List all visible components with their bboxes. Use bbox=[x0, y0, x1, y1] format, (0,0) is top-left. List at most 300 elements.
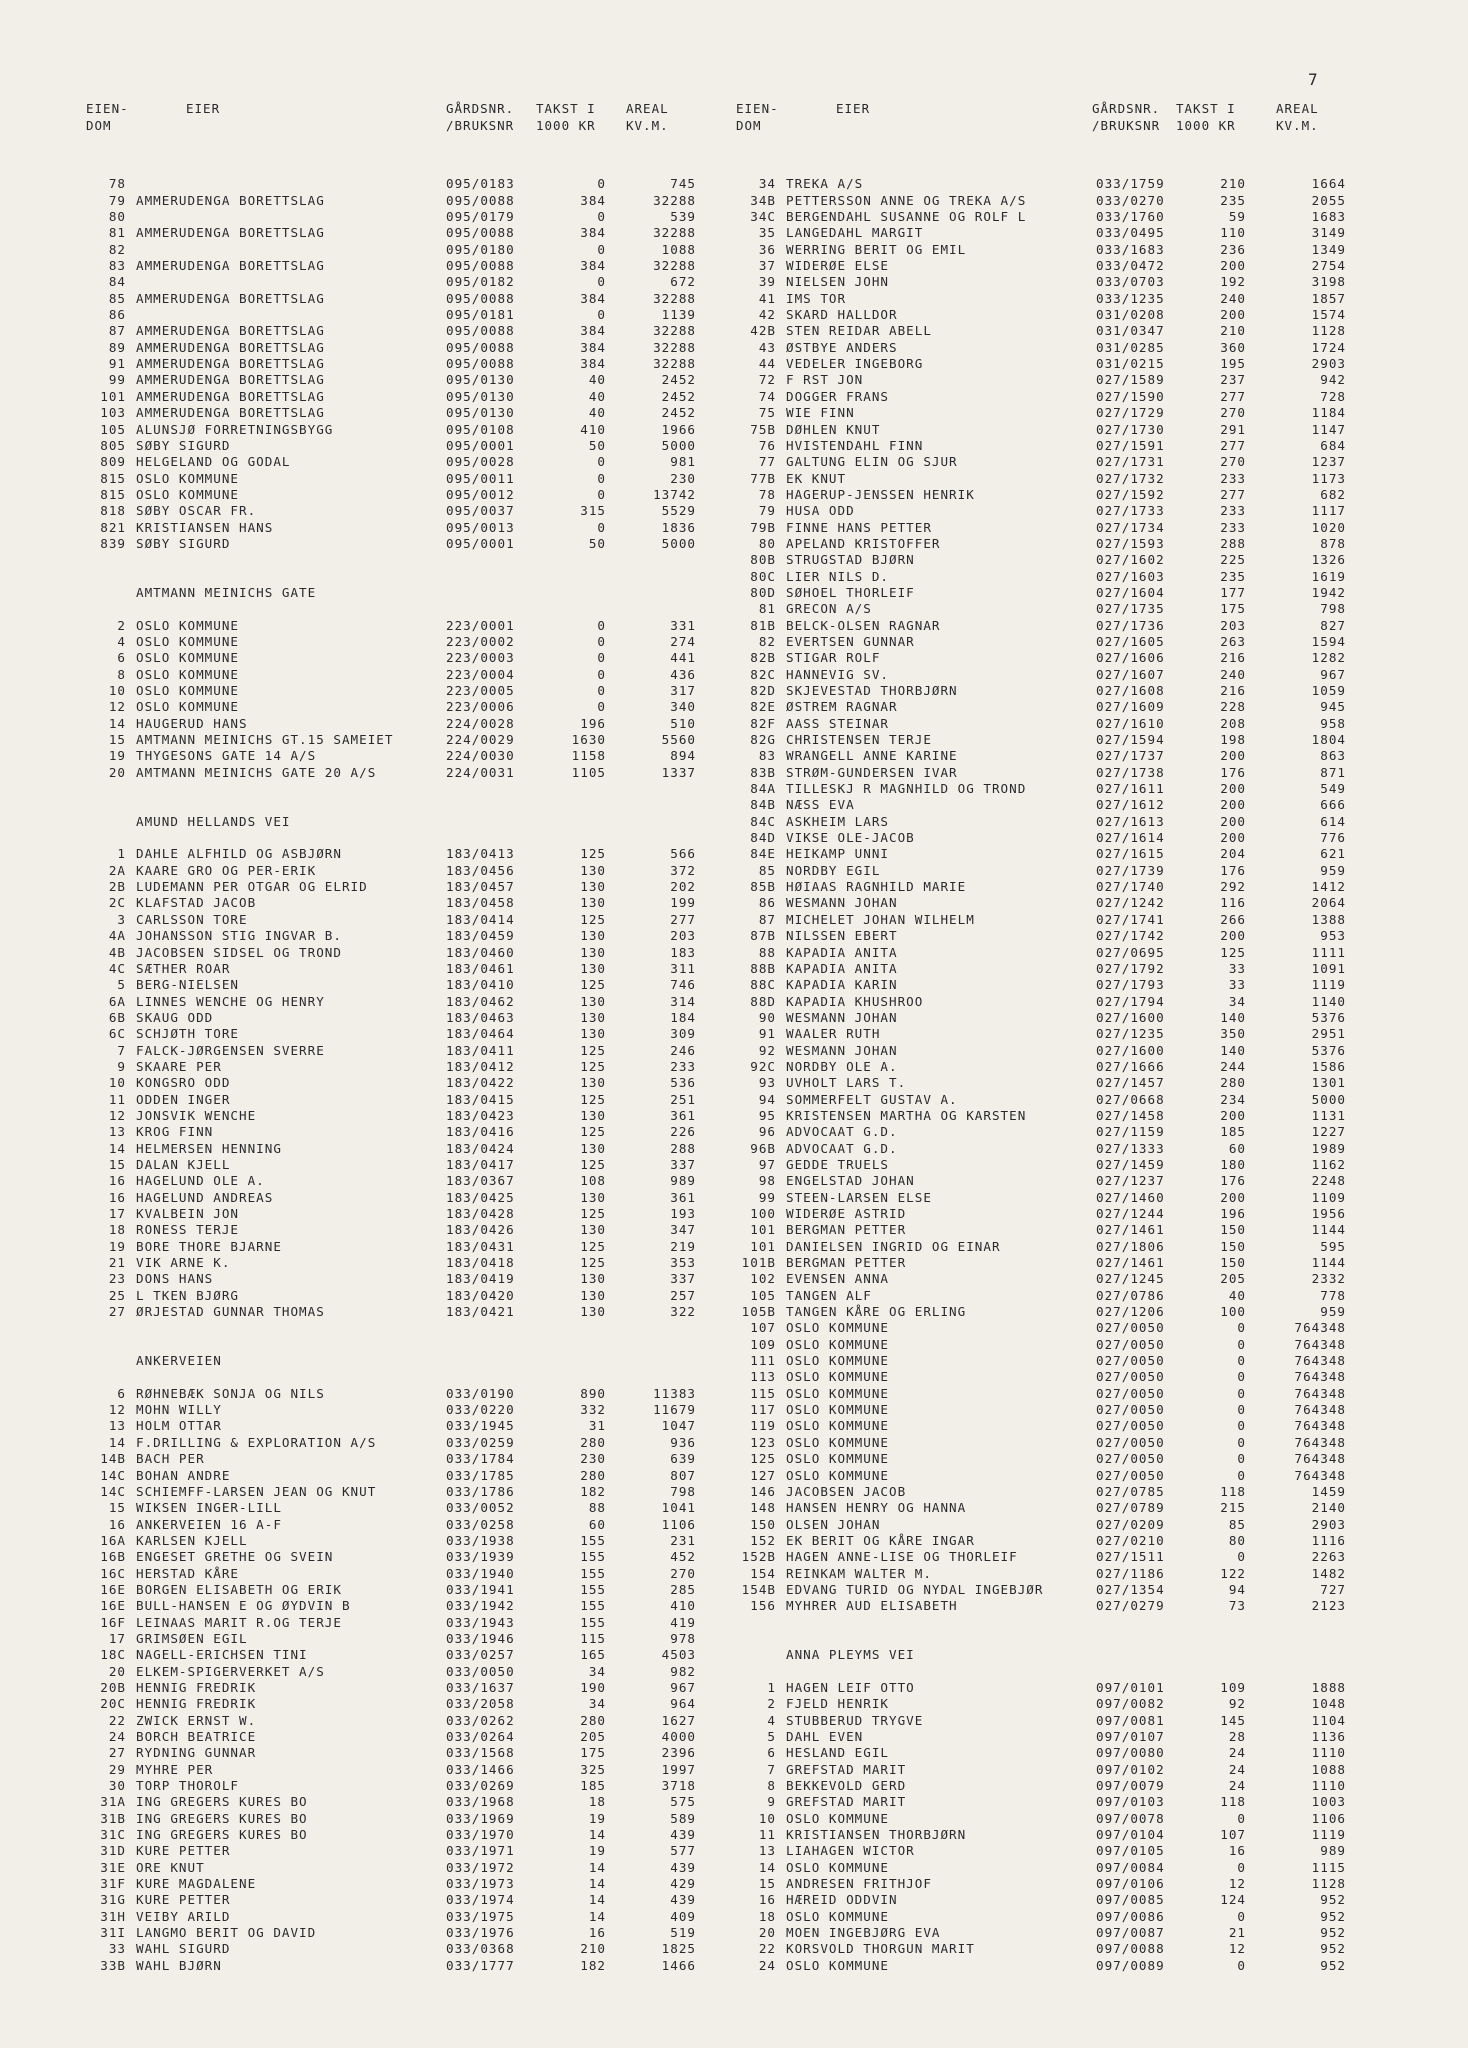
property-number: 809 bbox=[100, 454, 126, 470]
owner-name: KURE PETTER bbox=[136, 1843, 231, 1859]
gardsnr-bruksnr: 027/1603 bbox=[1096, 568, 1165, 584]
owner-name: DAHLE ALFHILD OG ASBJØRN bbox=[136, 846, 342, 862]
gardsnr-bruksnr: 027/1600 bbox=[1096, 1042, 1165, 1058]
takst-value: 384 bbox=[580, 225, 606, 241]
gardsnr-bruksnr: 095/0028 bbox=[446, 454, 515, 470]
property-number: 815 bbox=[100, 486, 126, 502]
property-number: 13 bbox=[108, 1124, 126, 1140]
gardsnr-bruksnr: 027/1593 bbox=[1096, 535, 1165, 551]
owner-name: GALTUNG ELIN OG SJUR bbox=[786, 454, 958, 470]
areal-value: 337 bbox=[670, 1271, 696, 1287]
areal-value: 1041 bbox=[661, 1500, 696, 1516]
owner-name: KRISTIANSEN THORBJØRN bbox=[786, 1827, 967, 1843]
areal-value: 199 bbox=[670, 895, 696, 911]
owner-name: ALUNSJØ FORRETNINGSBYGG bbox=[136, 421, 334, 437]
areal-value: 1128 bbox=[1311, 323, 1346, 339]
table-row bbox=[86, 928, 746, 944]
owner-name: NILSSEN EBERT bbox=[786, 928, 898, 944]
table-row bbox=[736, 520, 1396, 536]
gardsnr-bruksnr: 183/0425 bbox=[446, 1189, 515, 1205]
takst-value: 240 bbox=[1220, 666, 1246, 682]
gardsnr-bruksnr: 183/0461 bbox=[446, 960, 515, 976]
table-row bbox=[86, 945, 746, 961]
property-number: 109 bbox=[750, 1336, 776, 1352]
table-row bbox=[86, 356, 746, 372]
owner-name: JACOBSEN SIDSEL OG TROND bbox=[136, 944, 342, 960]
table-row bbox=[86, 372, 746, 388]
areal-value: 231 bbox=[670, 1532, 696, 1548]
areal-value: 952 bbox=[1320, 1957, 1346, 1973]
takst-value: 0 bbox=[1237, 1336, 1246, 1352]
gardsnr-bruksnr: 033/0368 bbox=[446, 1941, 515, 1957]
takst-value: 125 bbox=[1220, 944, 1246, 960]
owner-name: LANGEDAHL MARGIT bbox=[786, 225, 924, 241]
gardsnr-bruksnr: 183/0462 bbox=[446, 993, 515, 1009]
table-row bbox=[736, 1435, 1396, 1451]
property-number: 95 bbox=[758, 1107, 776, 1123]
owner-name: KARLSEN KJELL bbox=[136, 1532, 248, 1548]
owner-name: LEINAAS MARIT R.OG TERJE bbox=[136, 1614, 342, 1630]
property-number: 5 bbox=[117, 977, 126, 993]
takst-value: 124 bbox=[1220, 1892, 1246, 1908]
owner-name: BERGENDAHL SUSANNE OG ROLF L bbox=[786, 209, 1027, 225]
owner-name: OSLO KOMMUNE bbox=[136, 650, 239, 666]
property-number: 78 bbox=[758, 486, 776, 502]
owner-name: BEKKEVOLD GERD bbox=[786, 1778, 907, 1794]
gardsnr-bruksnr: 033/2058 bbox=[446, 1696, 515, 1712]
takst-value: 130 bbox=[580, 1287, 606, 1303]
takst-value: 176 bbox=[1220, 1173, 1246, 1189]
blank-row bbox=[86, 552, 746, 568]
takst-value: 200 bbox=[1220, 830, 1246, 846]
areal-value: 233 bbox=[670, 1058, 696, 1074]
property-number: 99 bbox=[108, 372, 126, 388]
table-row bbox=[736, 846, 1396, 862]
owner-name: FINNE HANS PETTER bbox=[786, 519, 932, 535]
table-row bbox=[86, 1418, 746, 1434]
takst-value: 0 bbox=[597, 307, 606, 323]
takst-value: 244 bbox=[1220, 1058, 1246, 1074]
table-row bbox=[86, 1124, 746, 1140]
takst-value: 130 bbox=[580, 1304, 606, 1320]
gardsnr-bruksnr: 027/1605 bbox=[1096, 633, 1165, 649]
gardsnr-bruksnr: 033/0050 bbox=[446, 1663, 515, 1679]
table-row bbox=[736, 471, 1396, 487]
property-number: 18 bbox=[108, 1222, 126, 1238]
owner-name: AMMERUDENGA BORETTSLAG bbox=[136, 225, 325, 241]
gardsnr-bruksnr: 027/1733 bbox=[1096, 503, 1165, 519]
gardsnr-bruksnr: 183/0463 bbox=[446, 1009, 515, 1025]
takst-value: 12 bbox=[1228, 1941, 1246, 1957]
areal-value: 5000 bbox=[661, 437, 696, 453]
table-row bbox=[736, 863, 1396, 879]
table-row bbox=[86, 1876, 746, 1892]
table-row bbox=[736, 797, 1396, 813]
owner-name: SØBY SIGURD bbox=[136, 535, 231, 551]
table-row bbox=[86, 716, 746, 732]
owner-name: ADVOCAAT G.D. bbox=[786, 1124, 898, 1140]
areal-value: 566 bbox=[670, 846, 696, 862]
areal-value: 1111 bbox=[1311, 944, 1346, 960]
table-row bbox=[86, 618, 746, 634]
blank-row bbox=[86, 160, 746, 176]
owner-name: ANDRESEN FRITHJOF bbox=[786, 1876, 932, 1892]
areal-value: 436 bbox=[670, 666, 696, 682]
takst-value: 107 bbox=[1220, 1827, 1246, 1843]
property-number: 101 bbox=[750, 1238, 776, 1254]
owner-name: MOHN WILLY bbox=[136, 1402, 222, 1418]
owner-name: AMTMANN MEINICHS GATE 20 A/S bbox=[136, 764, 377, 780]
table-row bbox=[736, 765, 1396, 781]
owner-name: BACH PER bbox=[136, 1451, 205, 1467]
owner-name: LIAHAGEN WICTOR bbox=[786, 1843, 915, 1859]
owner-name: SKAARE PER bbox=[136, 1058, 222, 1074]
takst-value: 40 bbox=[1228, 1287, 1246, 1303]
property-number: 4C bbox=[108, 960, 126, 976]
areal-value: 2951 bbox=[1311, 1026, 1346, 1042]
takst-value: 196 bbox=[580, 715, 606, 731]
areal-value: 1227 bbox=[1311, 1124, 1346, 1140]
table-row bbox=[736, 1533, 1396, 1549]
takst-value: 198 bbox=[1220, 732, 1246, 748]
owner-name: BELCK-OLSEN RAGNAR bbox=[786, 617, 941, 633]
takst-value: 192 bbox=[1220, 274, 1246, 290]
owner-name: ADVOCAAT G.D. bbox=[786, 1140, 898, 1156]
table-row bbox=[736, 1337, 1396, 1353]
gardsnr-bruksnr: 027/1333 bbox=[1096, 1140, 1165, 1156]
takst-value: 0 bbox=[1237, 1353, 1246, 1369]
property-number: 33B bbox=[100, 1957, 126, 1973]
takst-value: 16 bbox=[1228, 1843, 1246, 1859]
gardsnr-bruksnr: 033/0262 bbox=[446, 1712, 515, 1728]
owner-name: MOEN INGEBJØRG EVA bbox=[786, 1925, 941, 1941]
property-number: 8 bbox=[117, 666, 126, 682]
table-row bbox=[86, 1075, 746, 1091]
areal-value: 3198 bbox=[1311, 274, 1346, 290]
takst-value: 280 bbox=[580, 1467, 606, 1483]
table-row bbox=[86, 634, 746, 650]
gardsnr-bruksnr: 183/0421 bbox=[446, 1304, 515, 1320]
property-number: 4B bbox=[108, 944, 126, 960]
gardsnr-bruksnr: 033/1939 bbox=[446, 1549, 515, 1565]
owner-name: OSLO KOMMUNE bbox=[786, 1908, 889, 1924]
takst-value: 125 bbox=[580, 1091, 606, 1107]
property-number: 39 bbox=[758, 274, 776, 290]
areal-value: 764348 bbox=[1294, 1320, 1346, 1336]
gardsnr-bruksnr: 027/1590 bbox=[1096, 388, 1165, 404]
table-row bbox=[86, 1157, 746, 1173]
gardsnr-bruksnr: 027/0050 bbox=[1096, 1402, 1165, 1418]
gardsnr-bruksnr: 033/1777 bbox=[446, 1957, 515, 1973]
property-number: 42 bbox=[758, 307, 776, 323]
areal-value: 5000 bbox=[1311, 1091, 1346, 1107]
gardsnr-bruksnr: 095/0130 bbox=[446, 388, 515, 404]
gardsnr-bruksnr: 027/1742 bbox=[1096, 928, 1165, 944]
table-row bbox=[736, 552, 1396, 568]
property-number: 81 bbox=[108, 225, 126, 241]
areal-value: 863 bbox=[1320, 748, 1346, 764]
gardsnr-bruksnr: 095/0037 bbox=[446, 503, 515, 519]
owner-name: L TKEN BJØRG bbox=[136, 1287, 239, 1303]
gardsnr-bruksnr: 033/1974 bbox=[446, 1892, 515, 1908]
gardsnr-bruksnr: 033/0270 bbox=[1096, 192, 1165, 208]
owner-name: HAUGERUD HANS bbox=[136, 715, 248, 731]
gardsnr-bruksnr: 027/1666 bbox=[1096, 1058, 1165, 1074]
street-heading bbox=[86, 585, 746, 601]
table-row bbox=[86, 1827, 746, 1843]
owner-name: NAGELL-ERICHSEN TINI bbox=[136, 1647, 308, 1663]
areal-value: 288 bbox=[670, 1140, 696, 1156]
owner-name: AMMERUDENGA BORETTSLAG bbox=[136, 258, 325, 274]
table-row bbox=[86, 846, 746, 862]
areal-value: 684 bbox=[1320, 437, 1346, 453]
owner-name: DONS HANS bbox=[136, 1271, 214, 1287]
gardsnr-bruksnr: 033/1971 bbox=[446, 1843, 515, 1859]
gardsnr-bruksnr: 097/0081 bbox=[1096, 1712, 1165, 1728]
gardsnr-bruksnr: 033/1466 bbox=[446, 1761, 515, 1777]
owner-name: OSLO KOMMUNE bbox=[136, 633, 239, 649]
owner-name: KURE PETTER bbox=[136, 1892, 231, 1908]
takst-value: 28 bbox=[1228, 1729, 1246, 1744]
table-row bbox=[736, 1696, 1396, 1712]
owner-name: GREFSTAD MARIT bbox=[786, 1794, 907, 1810]
owner-name: AMMERUDENGA BORETTSLAG bbox=[136, 372, 325, 388]
takst-value: 34 bbox=[588, 1663, 606, 1679]
areal-value: 1131 bbox=[1311, 1107, 1346, 1123]
header-eiendom: EIEN- DOM bbox=[736, 101, 779, 133]
takst-value: 14 bbox=[588, 1908, 606, 1924]
takst-value: 0 bbox=[597, 486, 606, 502]
areal-value: 317 bbox=[670, 683, 696, 698]
gardsnr-bruksnr: 027/1242 bbox=[1096, 895, 1165, 911]
owner-name: HAGEN LEIF OTTO bbox=[786, 1679, 915, 1695]
owner-name: ORE KNUT bbox=[136, 1859, 205, 1875]
owner-name: KVALBEIN JON bbox=[136, 1206, 239, 1221]
areal-value: 1888 bbox=[1311, 1679, 1346, 1695]
gardsnr-bruksnr: 027/0050 bbox=[1096, 1369, 1165, 1385]
owner-name: RØHNEBÆK SONJA OG NILS bbox=[136, 1385, 325, 1401]
table-row bbox=[86, 1811, 746, 1827]
owner-name: ØSTBYE ANDERS bbox=[786, 339, 898, 355]
property-number: 82F bbox=[750, 715, 776, 731]
table-row bbox=[86, 1239, 746, 1255]
owner-name: KRISTIANSEN HANS bbox=[136, 519, 274, 535]
areal-value: 32288 bbox=[653, 339, 696, 355]
gardsnr-bruksnr: 183/0414 bbox=[446, 911, 515, 927]
takst-value: 109 bbox=[1220, 1679, 1246, 1695]
property-number: 20C bbox=[100, 1696, 126, 1712]
takst-value: 291 bbox=[1220, 421, 1246, 437]
owner-name: VIKSE OLE-JACOB bbox=[786, 830, 915, 846]
property-number: 127 bbox=[750, 1467, 776, 1483]
property-number: 84E bbox=[750, 846, 776, 862]
table-row bbox=[736, 1304, 1396, 1320]
gardsnr-bruksnr: 183/0426 bbox=[446, 1222, 515, 1238]
blank-row bbox=[736, 1631, 1396, 1647]
table-row bbox=[736, 1075, 1396, 1091]
areal-value: 5376 bbox=[1311, 1042, 1346, 1058]
takst-value: 185 bbox=[580, 1778, 606, 1794]
property-number: 80D bbox=[750, 584, 776, 600]
owner-name: OSLO KOMMUNE bbox=[786, 1418, 889, 1434]
gardsnr-bruksnr: 183/0422 bbox=[446, 1075, 515, 1091]
areal-value: 1956 bbox=[1311, 1206, 1346, 1221]
property-number: 83 bbox=[758, 748, 776, 764]
table-row bbox=[86, 1778, 746, 1794]
takst-value: 384 bbox=[580, 356, 606, 372]
table-row bbox=[736, 1566, 1396, 1582]
gardsnr-bruksnr: 027/1235 bbox=[1096, 1026, 1165, 1042]
takst-value: 0 bbox=[1237, 1908, 1246, 1924]
takst-value: 216 bbox=[1220, 683, 1246, 698]
property-number: 91 bbox=[108, 356, 126, 372]
property-number: 35 bbox=[758, 225, 776, 241]
gardsnr-bruksnr: 027/1589 bbox=[1096, 372, 1165, 388]
takst-value: 125 bbox=[580, 1058, 606, 1074]
property-number: 12 bbox=[108, 1107, 126, 1123]
property-number: 82 bbox=[758, 633, 776, 649]
table-row bbox=[86, 1222, 746, 1238]
areal-value: 982 bbox=[670, 1663, 696, 1679]
property-number: 148 bbox=[750, 1500, 776, 1516]
property-number: 89 bbox=[108, 339, 126, 355]
gardsnr-bruksnr: 095/0183 bbox=[446, 176, 515, 192]
table-row bbox=[86, 1925, 746, 1941]
areal-value: 682 bbox=[1320, 486, 1346, 502]
gardsnr-bruksnr: 027/1609 bbox=[1096, 699, 1165, 715]
table-row bbox=[86, 748, 746, 764]
takst-value: 325 bbox=[580, 1761, 606, 1777]
takst-value: 130 bbox=[580, 1026, 606, 1042]
areal-value: 2452 bbox=[661, 372, 696, 388]
owner-name: JONSVIK WENCHE bbox=[136, 1107, 257, 1123]
gardsnr-bruksnr: 095/0088 bbox=[446, 290, 515, 306]
takst-value: 0 bbox=[1237, 1451, 1246, 1467]
owner-name: KORSVOLD THORGUN MARIT bbox=[786, 1941, 975, 1957]
property-number: 815 bbox=[100, 470, 126, 486]
property-number: 82G bbox=[750, 732, 776, 748]
property-number: 123 bbox=[750, 1434, 776, 1450]
gardsnr-bruksnr: 183/0418 bbox=[446, 1255, 515, 1271]
table-row bbox=[86, 1680, 746, 1696]
takst-value: 80 bbox=[1228, 1532, 1246, 1548]
areal-value: 2452 bbox=[661, 388, 696, 404]
header-eier: EIER bbox=[836, 101, 871, 116]
areal-value: 764348 bbox=[1294, 1434, 1346, 1450]
areal-value: 871 bbox=[1320, 764, 1346, 780]
table-row bbox=[736, 1222, 1396, 1238]
table-row bbox=[86, 1615, 746, 1631]
property-number: 31B bbox=[100, 1810, 126, 1826]
table-row bbox=[736, 1484, 1396, 1500]
areal-value: 727 bbox=[1320, 1581, 1346, 1597]
areal-value: 274 bbox=[670, 633, 696, 649]
owner-name: WIKSEN INGER-LILL bbox=[136, 1500, 282, 1516]
property-number: 16B bbox=[100, 1549, 126, 1565]
takst-value: 0 bbox=[1237, 1810, 1246, 1826]
property-number: 25 bbox=[108, 1287, 126, 1303]
takst-value: 145 bbox=[1220, 1712, 1246, 1728]
owner-name: HANSEN HENRY OG HANNA bbox=[786, 1500, 967, 1516]
areal-value: 894 bbox=[670, 748, 696, 764]
table-row bbox=[736, 1892, 1396, 1908]
table-row bbox=[736, 176, 1396, 192]
table-row bbox=[86, 879, 746, 895]
takst-value: 280 bbox=[1220, 1075, 1246, 1091]
owner-name: BERGMAN PETTER bbox=[786, 1222, 907, 1238]
owner-name: UVHOLT LARS T. bbox=[786, 1075, 907, 1091]
owner-name: ASKHEIM LARS bbox=[786, 813, 889, 829]
blank-row bbox=[86, 1320, 746, 1336]
gardsnr-bruksnr: 183/0367 bbox=[446, 1173, 515, 1189]
takst-value: 118 bbox=[1220, 1483, 1246, 1499]
areal-value: 764348 bbox=[1294, 1418, 1346, 1434]
table-row bbox=[736, 1320, 1396, 1336]
property-number: 2B bbox=[108, 879, 126, 895]
gardsnr-bruksnr: 033/0052 bbox=[446, 1500, 515, 1516]
property-number: 20 bbox=[108, 1663, 126, 1679]
property-number: 83B bbox=[750, 764, 776, 780]
table-row bbox=[86, 487, 746, 503]
gardsnr-bruksnr: 027/1461 bbox=[1096, 1255, 1165, 1271]
takst-value: 384 bbox=[580, 258, 606, 274]
property-number: 11 bbox=[108, 1091, 126, 1107]
areal-value: 1115 bbox=[1311, 1859, 1346, 1875]
areal-value: 878 bbox=[1320, 535, 1346, 551]
table-row bbox=[736, 1794, 1396, 1810]
gardsnr-bruksnr: 033/0220 bbox=[446, 1402, 515, 1418]
property-number: 6 bbox=[767, 1745, 776, 1761]
property-number: 125 bbox=[750, 1451, 776, 1467]
gardsnr-bruksnr: 027/1741 bbox=[1096, 911, 1165, 927]
gardsnr-bruksnr: 097/0078 bbox=[1096, 1810, 1165, 1826]
owner-name: EVERTSEN GUNNAR bbox=[786, 633, 915, 649]
property-number: 8 bbox=[767, 1778, 776, 1794]
property-number: 79 bbox=[758, 503, 776, 519]
gardsnr-bruksnr: 027/1613 bbox=[1096, 813, 1165, 829]
owner-name: RYDNING GUNNAR bbox=[136, 1745, 257, 1761]
areal-value: 5376 bbox=[1311, 1009, 1346, 1025]
takst-value: 165 bbox=[580, 1647, 606, 1663]
gardsnr-bruksnr: 027/0695 bbox=[1096, 944, 1165, 960]
gardsnr-bruksnr: 033/1759 bbox=[1096, 176, 1165, 192]
takst-value: 237 bbox=[1220, 372, 1246, 388]
takst-value: 94 bbox=[1228, 1581, 1246, 1597]
table-row bbox=[736, 1239, 1396, 1255]
takst-value: 155 bbox=[580, 1532, 606, 1548]
property-number: 31D bbox=[100, 1843, 126, 1859]
takst-value: 277 bbox=[1220, 437, 1246, 453]
table-row bbox=[736, 895, 1396, 911]
areal-value: 666 bbox=[1320, 797, 1346, 813]
owner-name: WERRING BERIT OG EMIL bbox=[786, 241, 967, 257]
takst-value: 0 bbox=[597, 454, 606, 470]
takst-value: 130 bbox=[580, 1222, 606, 1238]
gardsnr-bruksnr: 183/0420 bbox=[446, 1287, 515, 1303]
takst-value: 200 bbox=[1220, 1107, 1246, 1123]
gardsnr-bruksnr: 183/0457 bbox=[446, 879, 515, 895]
areal-value: 353 bbox=[670, 1255, 696, 1271]
property-number: 44 bbox=[758, 356, 776, 372]
takst-value: 200 bbox=[1220, 797, 1246, 813]
areal-value: 778 bbox=[1320, 1287, 1346, 1303]
takst-value: 21 bbox=[1228, 1925, 1246, 1941]
takst-value: 0 bbox=[1237, 1402, 1246, 1418]
takst-value: 234 bbox=[1220, 1091, 1246, 1107]
gardsnr-bruksnr: 033/1568 bbox=[446, 1745, 515, 1761]
table-row bbox=[736, 242, 1396, 258]
property-number: 75 bbox=[758, 405, 776, 421]
